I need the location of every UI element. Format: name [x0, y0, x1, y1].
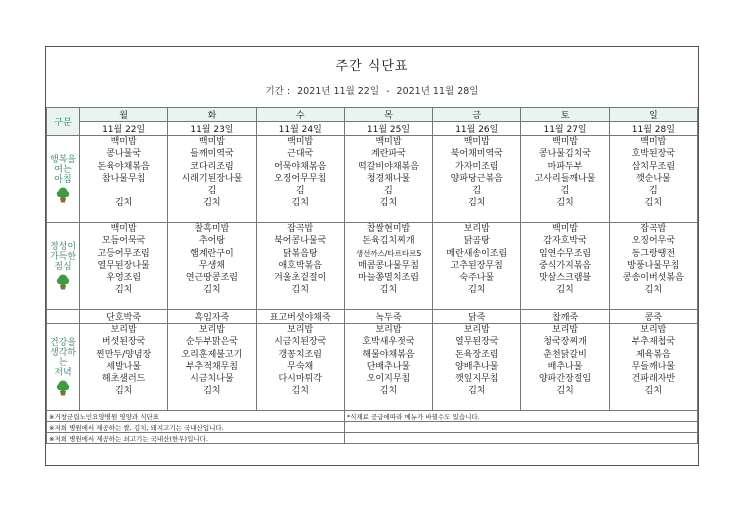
- menu-item: 시금치된장국: [274, 337, 327, 348]
- category-header: 구분: [47, 108, 80, 136]
- menu-item: 참나물무침: [101, 173, 146, 184]
- potted-plant-icon: [56, 380, 70, 396]
- snack-label-cell: [47, 310, 80, 324]
- menu-item: 매콤콩나물무침: [358, 260, 419, 271]
- menu-item: 백미밥: [375, 137, 402, 147]
- menu-item: 햄계란구이: [190, 248, 234, 259]
- menu-item: 감자호박국: [543, 236, 587, 247]
- menu-item: 보리밥: [463, 325, 490, 335]
- menu-item: 순두부맑은국: [185, 337, 238, 348]
- potted-plant-icon: [56, 274, 70, 290]
- menu-item: 김치: [556, 198, 574, 209]
- menu-item: 김치: [468, 198, 486, 209]
- menu-item: 콩나물김치국: [538, 149, 592, 160]
- menu-item: 잡곡밥: [640, 224, 667, 234]
- date-header: 11월 23일: [168, 122, 256, 136]
- menu-item: 건파래자반: [631, 374, 676, 385]
- menu-item: 깻순나물: [635, 173, 671, 184]
- day-header: 목: [344, 108, 432, 122]
- snack-cell: 흑임자죽: [168, 310, 256, 324]
- menu-item: 김치: [203, 198, 221, 209]
- menu-item: 동그랑땡전: [631, 248, 676, 259]
- page-title: 주간 식단표: [335, 59, 409, 74]
- menu-item: 김치: [556, 285, 574, 296]
- menu-item: 해물야채볶음: [362, 349, 415, 360]
- day-menu-cell: [80, 324, 168, 411]
- meal-label-line: 점심: [54, 262, 72, 272]
- menu-item: 김: [295, 186, 305, 197]
- menu-item: 백미밥: [463, 137, 490, 147]
- menu-item: 부추적채무침: [185, 361, 238, 372]
- menu-item: 보리밥: [375, 325, 402, 335]
- date-header: 11월 26일: [433, 122, 521, 136]
- menu-item: 떡갈비야채볶음: [358, 161, 419, 172]
- date-header: 11월 24일: [256, 122, 344, 136]
- menu-item: 김치: [556, 386, 574, 397]
- menu-item: 돈육김치찌개: [362, 236, 415, 247]
- day-header: 화: [168, 108, 256, 122]
- menu-item: 근대국: [287, 149, 314, 160]
- meal-label: [47, 324, 80, 411]
- menu-item: 청국장찌개: [543, 337, 587, 348]
- snack-row: [47, 310, 698, 324]
- menu-item: 오징어무무침: [274, 173, 327, 184]
- menu-item: 김치: [291, 285, 309, 296]
- note-row: [47, 411, 698, 422]
- note-text: *식재료 공급에따라 메뉴가 바뀔수도 있습니다.: [344, 411, 697, 422]
- day-menu-cell: [609, 324, 697, 411]
- snack-cell: 표고버섯야채죽: [256, 310, 344, 324]
- menu-item: 시래기된장나물: [181, 173, 243, 184]
- menu-item: 열무된장나물: [97, 260, 150, 271]
- menu-item: 애호박볶음: [278, 260, 322, 271]
- note-text: ※거창군립노인요양병원 영양과 식단표: [47, 411, 345, 422]
- menu-item: 백미밥: [110, 137, 137, 147]
- day-menu-cell: [521, 324, 609, 411]
- note-text: [344, 422, 697, 433]
- menu-item: 겨울초겉절이: [274, 273, 327, 284]
- menu-item: 백미밥: [640, 137, 667, 147]
- menu-item: 김치: [291, 198, 309, 209]
- day-menu-cell: [433, 324, 521, 411]
- day-menu-cell: [168, 223, 256, 310]
- menu-item: 백미밥: [287, 137, 314, 147]
- lunch-row: [47, 223, 698, 310]
- menu-item: [80, 185, 167, 197]
- day-menu-cell: [433, 223, 521, 310]
- menu-item: 보리밥: [198, 325, 225, 335]
- potted-plant-icon: [56, 187, 70, 203]
- day-menu-cell: [256, 324, 344, 411]
- day-menu-cell: [168, 136, 256, 223]
- menu-item: 춘천닭갈비: [543, 349, 587, 360]
- menu-item: 메란새송이조림: [446, 248, 508, 259]
- date-header: 11월 27일: [521, 122, 609, 136]
- menu-item: 호박된장국: [631, 149, 676, 160]
- weekly-menu-table: [46, 107, 698, 444]
- menu-item: 돈육야채볶음: [97, 161, 150, 172]
- period-start: 2021년 11월 22일: [297, 86, 380, 97]
- menu-item: 배추나물: [547, 361, 583, 372]
- menu-item: 돈육장조림: [455, 349, 499, 360]
- date-header: 11월 28일: [609, 122, 697, 136]
- menu-item: 김: [384, 186, 393, 197]
- day-header: 월: [80, 108, 168, 122]
- snack-cell: 단호박죽: [80, 310, 168, 324]
- menu-item: 잡곡밥: [287, 224, 314, 234]
- day-menu-cell: [168, 324, 256, 411]
- day-header: 금: [433, 108, 521, 122]
- menu-item: 오이지무침: [366, 374, 411, 385]
- menu-item: 김치: [644, 198, 663, 209]
- menu-item: 김: [560, 186, 570, 197]
- menu-item: 김치: [114, 386, 133, 397]
- menu-item: 찐만두/양념장: [96, 349, 152, 360]
- menu-item: 닭곰탕: [463, 236, 490, 247]
- day-header: 수: [256, 108, 344, 122]
- menu-item: 중식가지볶음: [538, 260, 592, 271]
- day-header: 토: [521, 108, 609, 122]
- meal-label-line: 여는: [54, 165, 72, 175]
- menu-item: 보리밥: [110, 325, 137, 335]
- menu-item: 오징어무국: [631, 236, 676, 247]
- menu-item: 김치: [468, 386, 486, 397]
- menu-item: 해초샐러드: [101, 374, 146, 385]
- menu-item: 생선까스/타르타르S: [355, 248, 422, 258]
- meal-label-line: 건강을: [49, 338, 77, 348]
- menu-item: 방풍나물무침: [627, 260, 680, 271]
- menu-item: 마늘쫑멸치조림: [358, 273, 419, 284]
- note-row: [47, 433, 698, 444]
- meal-label-line: 생각하는: [49, 348, 77, 368]
- date-header: 11월 22일: [80, 122, 168, 136]
- menu-item: 제육볶음: [635, 349, 671, 360]
- meal-label-line: 아침: [54, 175, 72, 185]
- snack-cell: 찹깨죽: [521, 310, 609, 324]
- menu-item: 김치: [114, 198, 133, 209]
- menu-item: 찹쌀현미밥: [366, 224, 411, 234]
- period-separator: -: [386, 86, 390, 97]
- menu-item: 고사리들깨나물: [534, 173, 596, 184]
- menu-item: 갱꽁치조림: [278, 349, 322, 360]
- menu-item: 다시마튀각: [278, 374, 322, 385]
- menu-item: 코다리조림: [190, 161, 234, 172]
- breakfast-row: [47, 136, 698, 223]
- note-row: [47, 422, 698, 433]
- meal-label-line: 정성이: [49, 242, 77, 252]
- note-text: [344, 433, 697, 444]
- menu-item: 마파두부: [547, 161, 583, 172]
- period-line: [46, 83, 698, 97]
- menu-item: 백미밥: [552, 224, 579, 234]
- day-menu-cell: [80, 223, 168, 310]
- menu-item: 김치: [379, 285, 398, 296]
- dinner-row: [47, 324, 698, 411]
- menu-item: 단배추나물: [366, 361, 411, 372]
- menu-item: 임연수무조림: [538, 248, 592, 259]
- note-text: ※저희 병원에서 제공하는 쌀, 김치, 돼지고기는 국내산입니다.: [47, 422, 345, 433]
- day-menu-cell: [344, 223, 432, 310]
- meal-label: [47, 223, 80, 310]
- menu-item: 김치: [114, 285, 133, 296]
- meal-label-line: 행복을: [49, 155, 77, 165]
- menu-item: 김치: [379, 386, 398, 397]
- date-header: 11월 25일: [344, 122, 432, 136]
- menu-item: 김치: [379, 198, 398, 209]
- period-label: 기간 :: [265, 86, 291, 97]
- meal-label-line: 저녁: [54, 368, 72, 378]
- day-menu-cell: [609, 136, 697, 223]
- menu-item: 우엉조림: [106, 273, 142, 284]
- period-end: 2021년 11월 28일: [396, 86, 479, 97]
- menu-item: 부추재첩국: [631, 337, 676, 348]
- menu-item: 김: [472, 186, 482, 197]
- menu-item: 버섯된장국: [101, 337, 146, 348]
- menu-item: 북어콩나물국: [274, 236, 327, 247]
- day-menu-cell: [256, 223, 344, 310]
- menu-item: 보리밥: [463, 224, 490, 234]
- menu-item: 모듬어묵국: [101, 236, 146, 247]
- meal-label: [47, 136, 80, 223]
- menu-item: 백미밥: [110, 224, 137, 234]
- menu-item: 시금치나물: [190, 374, 234, 385]
- menu-item: 호박새우젓국: [362, 337, 415, 348]
- menu-item: 추어탕: [198, 236, 225, 247]
- menu-item: 계란파국: [371, 149, 406, 160]
- snack-cell: 녹두죽: [344, 310, 432, 324]
- menu-item: 삼치무조림: [631, 161, 676, 172]
- day-menu-cell: [344, 136, 432, 223]
- menu-sheet: [45, 46, 699, 466]
- day-header: 일: [609, 108, 697, 122]
- menu-item: 가자미조림: [455, 161, 499, 172]
- menu-item: 보리밥: [640, 325, 667, 335]
- menu-item: 숙주나물: [459, 273, 495, 284]
- menu-item: 연근땅콩조림: [185, 273, 238, 284]
- menu-item: 보리밥: [552, 325, 579, 335]
- day-menu-cell: [80, 136, 168, 223]
- menu-item: 맛살스크램블: [538, 273, 592, 284]
- menu-item: 들깨미역국: [190, 149, 234, 160]
- menu-item: 북어채미역국: [450, 149, 503, 160]
- day-menu-cell: [521, 223, 609, 310]
- meal-label-line: 가득한: [49, 252, 77, 262]
- menu-item: 무생채: [198, 260, 225, 271]
- menu-item: 김치: [291, 386, 309, 397]
- menu-item: 김치: [644, 285, 663, 296]
- day-menu-cell: [609, 223, 697, 310]
- menu-item: 청경채나물: [366, 173, 411, 184]
- menu-item: 열무된장국: [455, 337, 499, 348]
- menu-item: 김치: [468, 285, 486, 296]
- menu-item: 무숙채: [287, 361, 314, 372]
- menu-item: 백미밥: [198, 137, 225, 147]
- menu-item: 고추된장무침: [450, 260, 503, 271]
- day-menu-cell: [256, 136, 344, 223]
- day-menu-cell: [344, 324, 432, 411]
- menu-item: 무들깨나물: [631, 361, 676, 372]
- menu-item: 찰흑미밥: [194, 224, 230, 234]
- menu-item: 김치: [203, 285, 221, 296]
- menu-item: 양파간장절임: [538, 374, 592, 385]
- menu-item: 보리밥: [287, 325, 314, 335]
- menu-item: 양파당근볶음: [450, 173, 503, 184]
- menu-item: 세발나물: [106, 361, 142, 372]
- menu-item: 어묵야채볶음: [274, 161, 327, 172]
- snack-cell: 닭죽: [433, 310, 521, 324]
- menu-item: 김치: [644, 386, 663, 397]
- menu-item: 김: [648, 186, 658, 197]
- menu-item: 김치: [203, 386, 221, 397]
- menu-item: 양배추나물: [455, 361, 499, 372]
- menu-item: 닭볶음탕: [282, 248, 318, 259]
- day-menu-cell: [521, 136, 609, 223]
- menu-item: 콩나물국: [106, 149, 142, 160]
- menu-item: 콩송이버섯볶음: [622, 273, 684, 284]
- menu-item: 고등어무조림: [97, 248, 150, 259]
- day-menu-cell: [433, 136, 521, 223]
- note-text: ※저희 병원에서 제공하는 쇠고기는 국내산(한우)입니다.: [47, 433, 345, 444]
- menu-item: 김: [207, 186, 217, 197]
- snack-cell: 콩죽: [609, 310, 697, 324]
- menu-item: 오리훈제불고기: [181, 349, 243, 360]
- menu-item: 백미밥: [552, 137, 579, 147]
- menu-item: 깻잎지무침: [455, 374, 499, 385]
